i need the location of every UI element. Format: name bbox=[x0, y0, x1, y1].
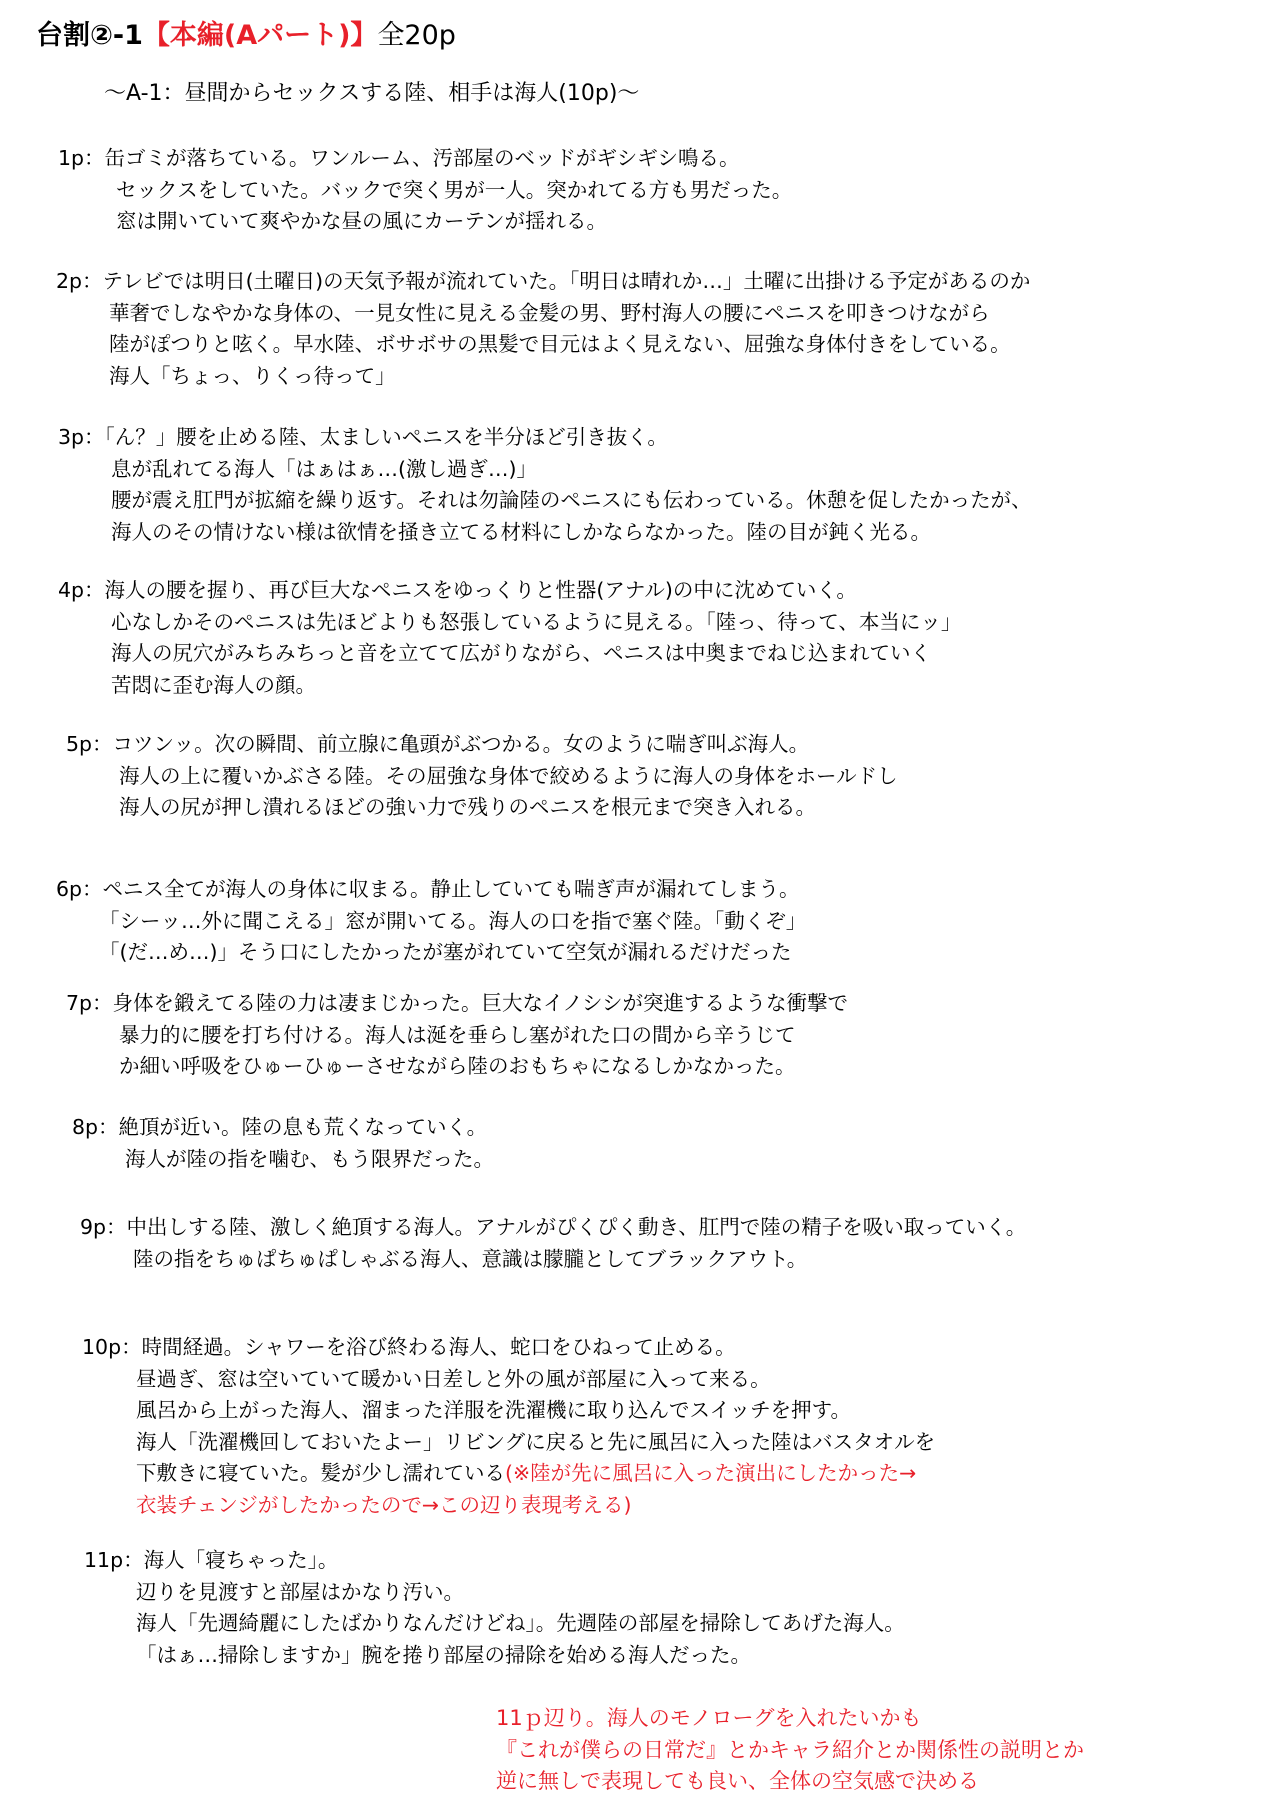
script-line: セックスをしていた。バックで突く男が一人。突かれてる方も男だった。 bbox=[116, 177, 793, 202]
script-line: 華奢でしなやかな身体の、一見女性に見える金髪の男、野村海人の腰にペニスを叩きつけながら bbox=[109, 300, 990, 325]
page-block-8 bbox=[72, 1112, 494, 1175]
page-block-7 bbox=[66, 988, 848, 1083]
title-page-count: 全20p bbox=[377, 20, 456, 51]
script-line: 8p：絶頂が近い。陸の息も荒くなっていく。 bbox=[72, 1115, 488, 1139]
script-line: 心なしかそのペニスは先ほどよりも怒張しているように見える。「陸っ、待って、本当にッ」 bbox=[111, 609, 962, 634]
script-line: 海人の上に覆いかぶさる陸。その屈強な身体で絞めるように海人の身体をホールドし bbox=[119, 763, 898, 788]
page-block-4 bbox=[58, 575, 961, 701]
script-line-text: 下敷きに寝ていた。髪が少し濡れている bbox=[136, 1461, 505, 1485]
page-block-1 bbox=[58, 143, 792, 238]
script-line: 暴力的に腰を打ち付ける。海人は涎を垂らし塞がれた口の間から辛うじて bbox=[119, 1022, 796, 1047]
script-line: か細い呼吸をひゅーひゅーさせながら陸のおもちゃになるしかなかった。 bbox=[119, 1054, 796, 1078]
red-annotation: (※陸が先に風呂に入った演出にしたかった→ bbox=[505, 1461, 917, 1485]
page-block-11 bbox=[84, 1545, 905, 1671]
script-line: 昼過ぎ、窓は空いていて暖かい日差しと外の風が部屋に入って来る。 bbox=[136, 1366, 771, 1391]
note-line: 11ｐ辺り。海人のモノローグを入れたいかも bbox=[496, 1706, 922, 1730]
scene-subtitle: 〜A-1：昼間からセックスする陸、相手は海人(10p)〜 bbox=[104, 81, 640, 106]
script-line: 窓は開いていて爽やかな昼の風にカーテンが揺れる。 bbox=[116, 209, 607, 233]
script-line bbox=[82, 1458, 935, 1490]
script-line: 3p：「ん？」腰を止める陸、太ましいペニスを半分ほど引き抜く。 bbox=[58, 425, 668, 449]
page-block-5 bbox=[66, 729, 898, 824]
script-line: 苦悶に歪む海人の顔。 bbox=[111, 672, 316, 697]
script-line: 2p：テレビでは明日(土曜日)の天気予報が流れていた。「明日は晴れか…」土曜に出掛ける予定があるのか bbox=[56, 269, 1031, 293]
page-block-6 bbox=[56, 874, 806, 969]
script-line: 7p：身体を鍛えてる陸の力は凄まじかった。巨大なイノシシが突進するような衝撃で bbox=[66, 991, 848, 1015]
red-note bbox=[496, 1703, 1084, 1798]
page-block-10 bbox=[82, 1332, 935, 1521]
script-line: 海人の尻が押し潰れるほどの強い力で残りのペニスを根元まで突き入れる。 bbox=[119, 795, 816, 819]
script-line: 6p：ペニス全てが海人の身体に収まる。静止していても喘ぎ声が漏れてしまう。 bbox=[56, 877, 800, 901]
script-line: 9p：中出しする陸、激しく絶頂する海人。アナルがぴくぴく動き、肛門で陸の精子を吸い取っていく。 bbox=[80, 1215, 1027, 1239]
page-title bbox=[36, 14, 456, 58]
title-main: 台割②-1 bbox=[36, 20, 143, 51]
script-line: 海人「先週綺麗にしたばかりなんだけどね」。先週陸の部屋を掃除してあげた海人。 bbox=[136, 1611, 905, 1635]
script-line: 息が乱れてる海人「はぁはぁ…(激し過ぎ…)」 bbox=[111, 456, 537, 481]
note-line: 逆に無しで表現しても良い、全体の空気感で決める bbox=[496, 1769, 979, 1793]
script-line: 海人「洗濯機回しておいたよー」リビングに戻ると先に風呂に入った陸はバスタオルを bbox=[136, 1429, 936, 1454]
note-line: 『これが僕らの日常だ』とかキャラ紹介とか関係性の説明とか bbox=[496, 1737, 1084, 1762]
script-line: 辺りを見渡すと部屋はかなり汚い。 bbox=[136, 1579, 464, 1604]
script-line: 陸がぽつりと呟く。早水陸、ボサボサの黒髪で目元はよく見えない、屈強な身体付きをしている。 bbox=[109, 332, 1011, 356]
script-line: 腰が震え肛門が拡縮を繰り返す。それは勿論陸のペニスにも伝わっている。休憩を促したかったが、 bbox=[111, 488, 1032, 512]
script-line: 海人の尻穴がみちみちっと音を立てて広がりながら、ペニスは中奥までねじ込まれていく bbox=[111, 641, 931, 665]
page-block-2 bbox=[56, 266, 1030, 392]
script-line: 「シーッ…外に聞こえる」窓が開いてる。海人の口を指で塞ぐ陸。「動くぞ」 bbox=[99, 908, 807, 933]
title-section: 【本編(Aパート)】 bbox=[142, 20, 378, 51]
script-line: 1p：缶ゴミが落ちている。ワンルーム、汚部屋のベッドがギシギシ鳴る。 bbox=[58, 146, 740, 170]
script-line: 「(だ…め…)」そう口にしたかったが塞がれていて空気が漏れるだけだった bbox=[99, 940, 792, 964]
script-line: 海人のその情けない様は欲情を掻き立てる材料にしかならなかった。陸の目が鈍く光る。 bbox=[111, 519, 931, 544]
script-line: 5p：コツンッ。次の瞬間、前立腺に亀頭がぶつかる。女のように喘ぎ叫ぶ海人。 bbox=[66, 732, 810, 756]
script-line: 海人が陸の指を噛む、もう限界だった。 bbox=[125, 1146, 494, 1171]
script-line: 陸の指をちゅぱちゅぱしゃぶる海人、意識は朦朧としてブラックアウト。 bbox=[133, 1246, 808, 1271]
script-line: 11p：海人「寝ちゃった」。 bbox=[84, 1548, 339, 1572]
page-block-3 bbox=[58, 422, 1032, 548]
script-line: 4p：海人の腰を握り、再び巨大なペニスをゆっくりと性器(アナル)の中に沈めていく。 bbox=[58, 578, 857, 602]
script-line: 10p：時間経過。シャワーを浴び終わる海人、蛇口をひねって止める。 bbox=[82, 1335, 736, 1359]
script-line: 「はぁ…掃除しますか」腕を捲り部屋の掃除を始める海人だった。 bbox=[136, 1642, 751, 1667]
script-line: 風呂から上がった海人、溜まった洋服を洗濯機に取り込んでスイッチを押す。 bbox=[136, 1398, 852, 1422]
page-block-9 bbox=[80, 1212, 1026, 1275]
script-line: 海人「ちょっ、りくっ待って」 bbox=[109, 363, 396, 388]
red-annotation: 衣装チェンジがしたかったので→この辺り表現考える) bbox=[136, 1492, 632, 1517]
